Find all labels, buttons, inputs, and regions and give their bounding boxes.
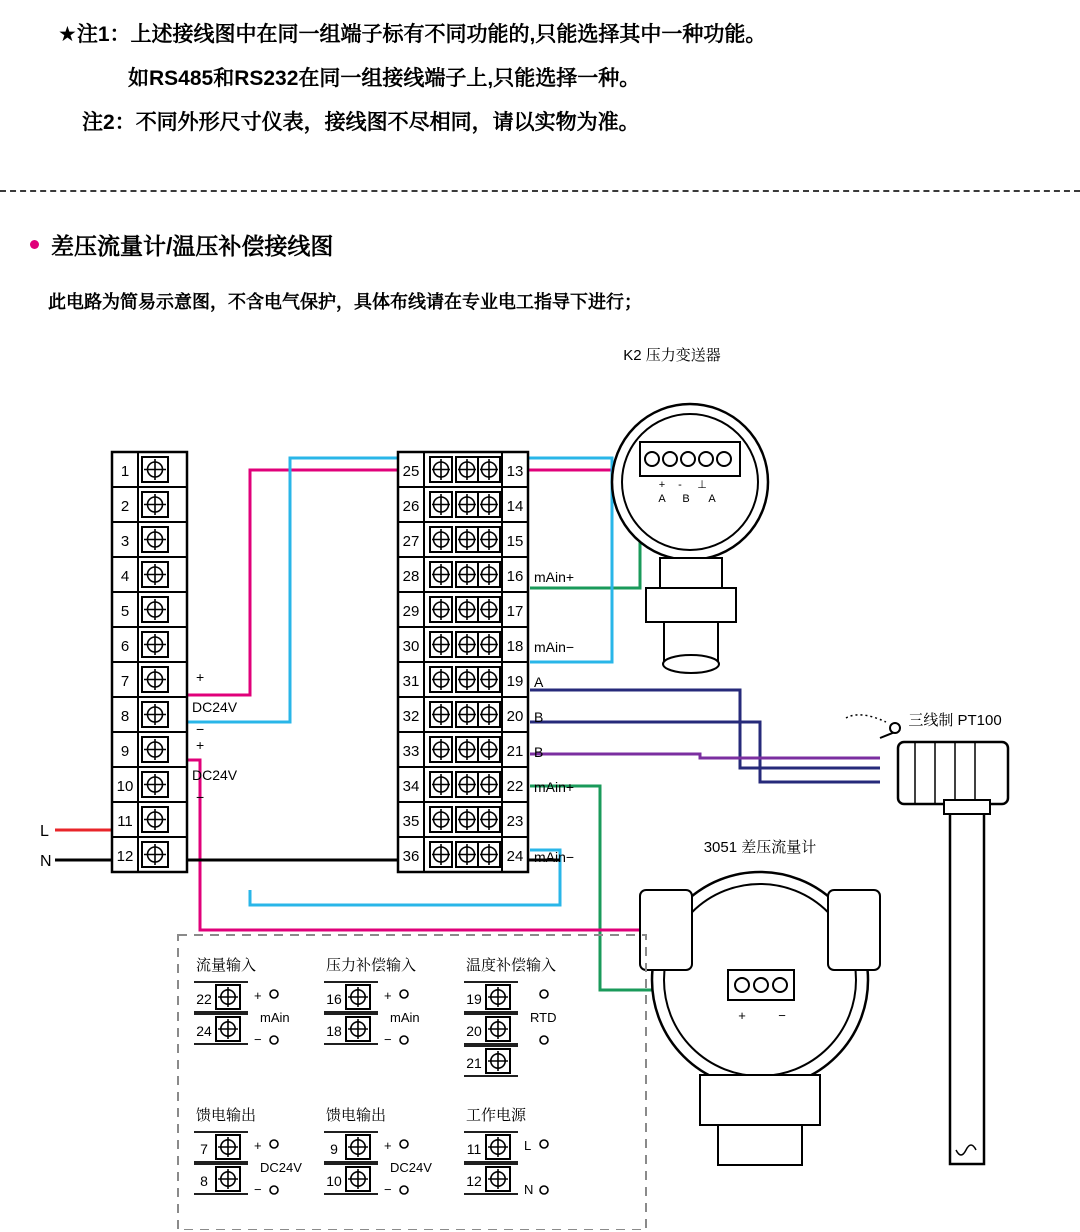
left-terminal-number: 12 — [116, 848, 134, 865]
legend-sign-bottom: − — [254, 1182, 262, 1197]
legend-group-title: 馈电输出 — [196, 1107, 257, 1124]
k2-transmitter — [612, 347, 768, 673]
note-2-text: 不同外形尺寸仪表，接线图不尽相同，请以实物为准。 — [135, 111, 640, 134]
svg-text:-: - — [678, 479, 682, 491]
svg-text:−: − — [778, 1008, 786, 1023]
right-terminal-number-right: 23 — [506, 813, 524, 830]
left-terminal-number: 10 — [116, 778, 134, 795]
left-terminal-block — [112, 452, 238, 872]
left-terminal-number: 11 — [117, 813, 133, 830]
section-subtitle: 此电路为简易示意图，不含电气保护，具体布线请在专业电工指导下进行； — [48, 292, 642, 312]
legend-group-title: 流量输入 — [196, 957, 257, 974]
right-terminal-number-right: 16 — [506, 568, 524, 585]
right-terminal-number-left: 34 — [402, 778, 420, 795]
left-terminal-number: 8 — [120, 708, 130, 725]
wiring-diagram-svg — [0, 330, 1080, 1230]
legend-group-title: 工作电源 — [466, 1107, 527, 1124]
left-terminal-number: 2 — [120, 498, 130, 515]
legend-terminal-number: 24 — [196, 1023, 212, 1039]
right-terminal-number-left: 25 — [402, 463, 420, 480]
svg-text:B: B — [682, 493, 690, 505]
legend-sign-bottom: − — [384, 1032, 392, 1047]
svg-text:⊥: ⊥ — [697, 479, 707, 491]
right-terminal-number-left: 30 — [402, 638, 420, 655]
right-terminal-number-right: 21 — [506, 743, 524, 760]
note-1-continuation — [128, 64, 1080, 94]
left-label-minus-10: − — [196, 789, 205, 805]
right-terminal-number-left: 28 — [402, 568, 420, 585]
legend-terminal-number: 12 — [466, 1173, 482, 1189]
note-1-label: ★注1： — [58, 23, 131, 46]
legend-terminal-number: 20 — [466, 1023, 482, 1039]
legend-box — [178, 935, 646, 1230]
legend-terminal-number: 19 — [466, 991, 482, 1007]
legend-group-title: 温度补偿输入 — [466, 957, 557, 974]
left-label-minus-8: − — [196, 721, 205, 737]
right-terminal-number-right: 19 — [506, 673, 524, 690]
right-terminal-number-left: 32 — [402, 708, 420, 725]
power-L-label: L — [40, 823, 49, 840]
right-terminal-number-right: 18 — [506, 638, 524, 655]
notes-block — [0, 0, 1080, 152]
right-terminal-number-left: 31 — [402, 673, 420, 690]
legend-sign-bottom: − — [384, 1182, 392, 1197]
legend-sign-bottom: − — [254, 1032, 262, 1047]
legend-sign-top: L — [524, 1138, 532, 1153]
legend-terminal-number: 18 — [326, 1023, 342, 1039]
flowmeter-3051 — [640, 839, 880, 1165]
legend-terminal-number: 11 — [466, 1141, 482, 1157]
legend-right-label: DC24V — [390, 1160, 432, 1175]
left-label-plus-9: + — [196, 737, 205, 753]
svg-text:A: A — [708, 493, 716, 505]
legend-right-label: DC24V — [260, 1160, 302, 1175]
left-terminal-number: 3 — [120, 533, 130, 550]
right-terminal-number-left: 36 — [402, 848, 420, 865]
left-terminal-number: 4 — [120, 568, 130, 585]
legend-group-title: 压力补偿输入 — [326, 957, 417, 974]
legend-terminal-number: 9 — [330, 1141, 338, 1157]
legend-sign-top: + — [254, 988, 262, 1003]
section-divider — [0, 190, 1080, 192]
right-terminal-number-left: 35 — [402, 813, 420, 830]
svg-text:+: + — [738, 1008, 746, 1023]
right-side-label: mAin+ — [534, 779, 575, 795]
flowmeter-label: 3051 差压流量计 — [703, 839, 817, 856]
note-2-label: 注2： — [82, 111, 136, 134]
legend-right-label: mAin — [260, 1010, 290, 1025]
legend-terminal-number: 8 — [200, 1173, 208, 1189]
right-terminal-number-right: 20 — [506, 708, 524, 725]
legend-group-title: 馈电输出 — [326, 1107, 387, 1124]
section-title — [30, 228, 333, 261]
left-label-dc24v-2: DC24V — [192, 767, 238, 783]
svg-text:A: A — [658, 493, 666, 505]
right-side-label: A — [534, 674, 544, 690]
right-side-label: mAin+ — [534, 569, 575, 585]
right-terminal-number-right: 17 — [506, 603, 524, 620]
legend-sign-top: + — [384, 988, 392, 1003]
left-terminal-number: 5 — [120, 603, 130, 620]
note-2 — [82, 108, 1080, 138]
right-terminal-number-right: 15 — [506, 533, 524, 550]
section-title-text: 差压流量计/温压补偿接线图 — [51, 233, 334, 259]
right-terminal-number-right: 24 — [506, 848, 524, 865]
legend-sign-top: + — [254, 1138, 262, 1153]
right-terminal-number-right: 13 — [506, 463, 524, 480]
right-terminal-number-right: 22 — [506, 778, 524, 795]
left-terminal-number: 9 — [120, 743, 130, 760]
note-1 — [58, 20, 1080, 50]
power-N-label: N — [40, 853, 52, 870]
right-terminal-number-left: 33 — [402, 743, 420, 760]
legend-terminal-number: 21 — [466, 1055, 482, 1071]
svg-text:+: + — [658, 479, 666, 491]
wiring-diagram — [0, 330, 1080, 1230]
legend-sign-bottom: N — [524, 1182, 534, 1197]
left-terminal-number: 7 — [120, 673, 130, 690]
left-terminal-number: 1 — [120, 463, 130, 480]
right-terminal-number-right: 14 — [506, 498, 524, 515]
legend-terminal-number: 10 — [326, 1173, 342, 1189]
legend-right-label: RTD — [530, 1010, 557, 1025]
legend-terminal-number: 7 — [200, 1141, 208, 1157]
note-1-text: 上述接线图中在同一组端子标有不同功能的,只能选择其中一种功能。 — [130, 23, 767, 46]
right-terminal-number-left: 29 — [402, 603, 420, 620]
legend-terminal-number: 22 — [196, 991, 212, 1007]
right-side-label: B — [534, 744, 544, 760]
left-terminal-number: 6 — [120, 638, 130, 655]
right-side-label: mAin− — [534, 639, 575, 655]
left-label-plus-7: + — [196, 669, 205, 685]
note-1-cont-text: 如RS485和RS232在同一组接线端子上,只能选择一种。 — [128, 67, 641, 90]
right-terminal-number-left: 26 — [402, 498, 420, 515]
legend-terminal-number: 16 — [326, 991, 342, 1007]
right-terminal-number-left: 27 — [402, 533, 420, 550]
right-side-label: B — [534, 709, 544, 725]
bullet-icon — [30, 240, 39, 249]
legend-sign-top: + — [384, 1138, 392, 1153]
k2-label: K2 压力变送器 — [623, 347, 721, 364]
pt100-label: 三线制 PT100 — [908, 712, 1002, 729]
legend-right-label: mAin — [390, 1010, 420, 1025]
right-side-label: mAin− — [534, 849, 575, 865]
left-label-dc24v-1: DC24V — [192, 699, 238, 715]
